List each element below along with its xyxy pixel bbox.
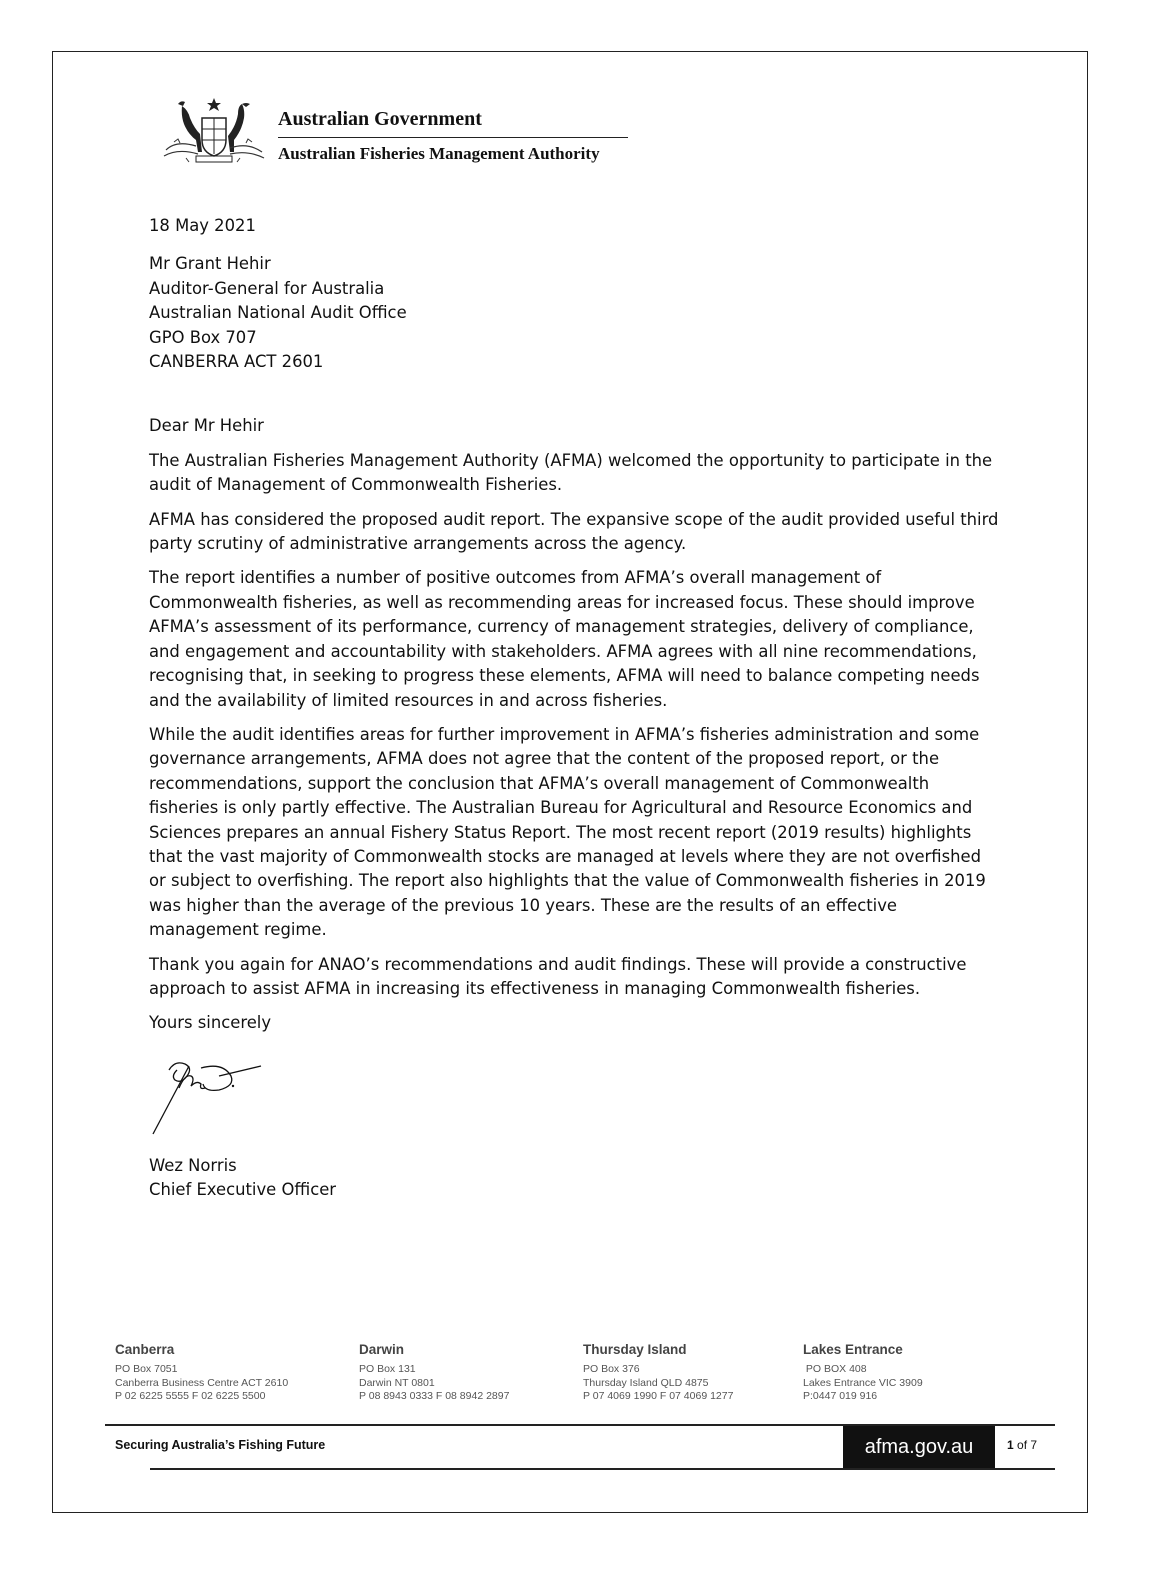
signatory-title: Chief Executive Officer: [149, 1180, 337, 1200]
page-number: [1007, 1438, 1037, 1452]
paragraph: Thank you again for ANAO’s recommendations and audit findings. These will provide a constructive approach to assist AFMA in increasing its effectiveness in managing Commonwealth fisheries.: [149, 954, 967, 998]
recipient-line: CANBERRA ACT 2601: [149, 352, 324, 372]
office-line: PO BOX 408: [803, 1363, 867, 1375]
salutation: Dear Mr Hehir: [149, 416, 264, 436]
office-line: PO Box 7051: [115, 1363, 178, 1375]
footer-bar: [105, 1424, 1055, 1468]
office-line: P:0447 019 916: [803, 1390, 878, 1402]
recipient-line: Australian National Audit Office: [149, 303, 407, 323]
signatory-name: Wez Norris: [149, 1155, 237, 1175]
office-name: Thursday Island: [583, 1342, 687, 1357]
office-line: Lakes Entrance VIC 3909: [803, 1376, 923, 1389]
recipient-line: GPO Box 707: [149, 327, 257, 347]
office-line: P 02 6225 5555 F 02 6225 5500: [115, 1390, 266, 1402]
office-line: Canberra Business Centre ACT 2610: [115, 1376, 289, 1389]
office-lakes-entrance: [803, 1342, 923, 1404]
office-line: PO Box 376: [583, 1363, 640, 1375]
paragraph: The report identifies a number of positive outcomes from AFMA’s overall management of Commonwealth fisheries, as well as recommending areas for increased focus. These should improve AFMA’s assessment of its performance, currency of management strategies, delivery of compliance, and engagement and accountability with stakeholders. AFMA agrees with all nine recommendations, recognising that, in seeking to progress these elements, AFMA will need to balance competing needs and the availability of limited resources in and across fisheries.: [149, 568, 980, 710]
office-darwin: [359, 1342, 509, 1404]
letter-body: [149, 214, 999, 1203]
paragraph: AFMA has considered the proposed audit report. The expansive scope of the audit provided useful third party scrutiny of administrative arrangements across the agency.: [149, 509, 999, 554]
office-name: Darwin: [359, 1342, 405, 1357]
closing: Yours sincerely: [149, 1013, 272, 1033]
office-line: P 08 8943 0333 F 08 8942 2897: [359, 1390, 510, 1402]
office-canberra: [115, 1342, 288, 1404]
paragraph: The Australian Fisheries Management Authority (AFMA) welcomed the opportunity to participate in the audit of Management of Commonwealth Fisheries.: [149, 450, 993, 495]
signature: [149, 1046, 279, 1136]
page-current: 1: [1007, 1438, 1014, 1452]
office-thursday-island: [583, 1342, 733, 1404]
office-name: Lakes Entrance: [803, 1342, 903, 1357]
agency-title: Australian Fisheries Management Authority: [278, 144, 600, 163]
office-name: Canberra: [115, 1342, 175, 1357]
footer-tagline: Securing Australia’s Fishing Future: [115, 1438, 326, 1452]
office-line: Darwin NT 0801: [359, 1376, 435, 1389]
website-badge: afma.gov.au: [843, 1426, 995, 1468]
office-line: Thursday Island QLD 4875: [583, 1376, 709, 1389]
paragraph: While the audit identifies areas for further improvement in AFMA’s fisheries administration and some governance arrangements, AFMA does not agree that the content of the proposed report, or the recommendations, support the conclusion that AFMA’s overall management of Commonwealth fisheries is only partly effective. The Australian Bureau for Agricultural and Resource Economics and Sciences prepares an annual Fishery Status Report. The most recent report (2019 results) highlights that the vast majority of Commonwealth stocks are managed at levels where they are not overfished or subject to overfishing. The report also highlights that the value of Commonwealth fisheries in 2019 was higher than the average of the previous 10 years. These are the results of an effective management regime.: [149, 724, 986, 940]
page-total: of 7: [1013, 1438, 1038, 1452]
recipient-line: Mr Grant Hehir: [149, 254, 271, 274]
recipient-line: Auditor-General for Australia: [149, 278, 385, 298]
letter-date: 18 May 2021: [149, 216, 256, 235]
office-line: P 07 4069 1990 F 07 4069 1277: [583, 1390, 734, 1402]
coat-of-arms-icon: [160, 96, 268, 168]
letterhead-rule: [278, 137, 628, 138]
footer-rule-bottom: [150, 1468, 1055, 1470]
office-line: PO Box 131: [359, 1363, 416, 1375]
government-title: Australian Government: [278, 108, 482, 130]
recipient-address: [149, 252, 999, 374]
